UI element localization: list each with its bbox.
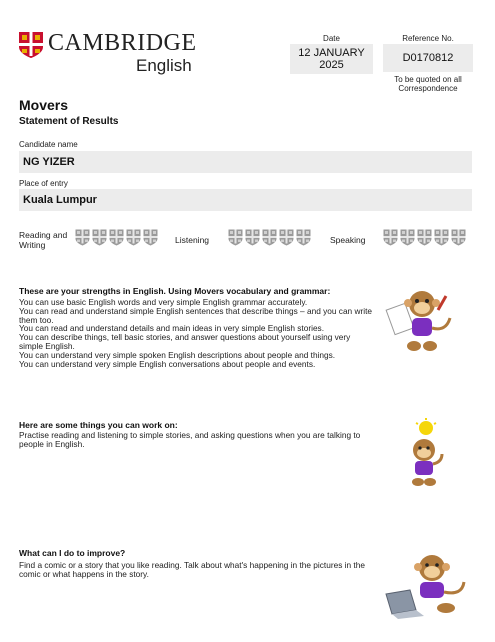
monkey-reading-icon	[384, 288, 460, 356]
strengths-line: You can use basic English words and very simple English grammar accurately.	[19, 297, 308, 307]
skill-label-speaking: Speaking	[330, 235, 366, 245]
candidate-name-label: Candidate name	[19, 140, 78, 149]
place-of-entry-value: Kuala Lumpur	[19, 189, 472, 211]
cambridge-shield-icon	[18, 31, 44, 59]
skill-label-reading-writing	[19, 230, 67, 250]
shield-icon	[451, 229, 466, 246]
shield-icon	[296, 229, 311, 246]
skill-label-line-1: Reading and	[19, 230, 68, 240]
strengths-line: You can understand very simple English conversations about people and events.	[19, 358, 316, 369]
logo-subtitle: English	[136, 56, 192, 75]
shield-icon	[400, 229, 415, 246]
strengths-body	[19, 298, 381, 368]
strengths-line: You can understand very simple spoken English descriptions about people and things.	[19, 349, 336, 360]
shield-icon	[143, 229, 158, 246]
shield-icon	[417, 229, 432, 246]
shield-icon	[434, 229, 449, 246]
monkey-laptop-icon	[380, 552, 470, 620]
skill-label-listening: Listening	[175, 235, 210, 245]
strengths-line: them too.	[19, 314, 54, 325]
shields-speaking	[383, 229, 466, 246]
shield-icon	[92, 229, 107, 246]
work_on-line: people in English.	[19, 438, 85, 449]
work-on-body	[19, 431, 381, 449]
improve-line: Find a comic or a story that you like reading. Talk about what's happening in the pictures in the	[19, 560, 365, 570]
shield-icon	[262, 229, 277, 246]
shield-icon	[383, 229, 398, 246]
shield-icon	[75, 229, 90, 246]
shield-icon	[126, 229, 141, 246]
monkey-idea-icon	[400, 418, 450, 488]
work-on-heading: Here are some things you can work on:	[19, 420, 178, 430]
improve-heading: What can I do to improve?	[19, 548, 126, 558]
page-subtitle: Statement of Results	[19, 116, 119, 127]
date-line-1: 12 JANUARY	[298, 47, 365, 59]
candidate-name-value: NG YIZER	[19, 151, 472, 173]
work_on-line: Practise reading and listening to simple stories, and asking questions when you are talking to	[19, 430, 361, 440]
date-value	[290, 44, 373, 74]
logo-wordmark: CAMBRIDGE	[48, 30, 197, 56]
shields-reading-writing	[75, 229, 158, 246]
strengths-line: You can read and understand details and main ideas in very simple English stories.	[19, 323, 325, 334]
shield-icon	[228, 229, 243, 246]
strengths-line: You can read and understand simple English sentences that describe things – and you can write	[19, 305, 372, 316]
reference-value: D0170812	[383, 44, 473, 72]
improve-line: comic or what happens in the story.	[19, 568, 149, 579]
reference-note	[383, 75, 473, 93]
page-title: Movers	[19, 97, 69, 113]
shield-icon	[109, 229, 124, 246]
strengths-heading: These are your strengths in English. Using Movers vocabulary and grammar:	[19, 286, 331, 296]
shields-listening	[228, 229, 311, 246]
date-line-2: 2025	[319, 59, 344, 71]
reference-note-line-1: To be quoted on all	[394, 75, 462, 84]
strengths-line: simple English.	[19, 340, 75, 351]
skill-label-line-2: Writing	[19, 240, 46, 250]
place-of-entry-label: Place of entry	[19, 179, 68, 188]
date-label: Date	[323, 34, 340, 43]
improve-body	[19, 561, 381, 579]
reference-note-line-2: Correspondence	[398, 84, 458, 93]
reference-label: Reference No.	[402, 34, 454, 43]
shield-icon	[245, 229, 260, 246]
strengths-line: You can describe things, tell basic stories, and answer questions about yourself using very	[19, 332, 351, 343]
shield-icon	[279, 229, 294, 246]
